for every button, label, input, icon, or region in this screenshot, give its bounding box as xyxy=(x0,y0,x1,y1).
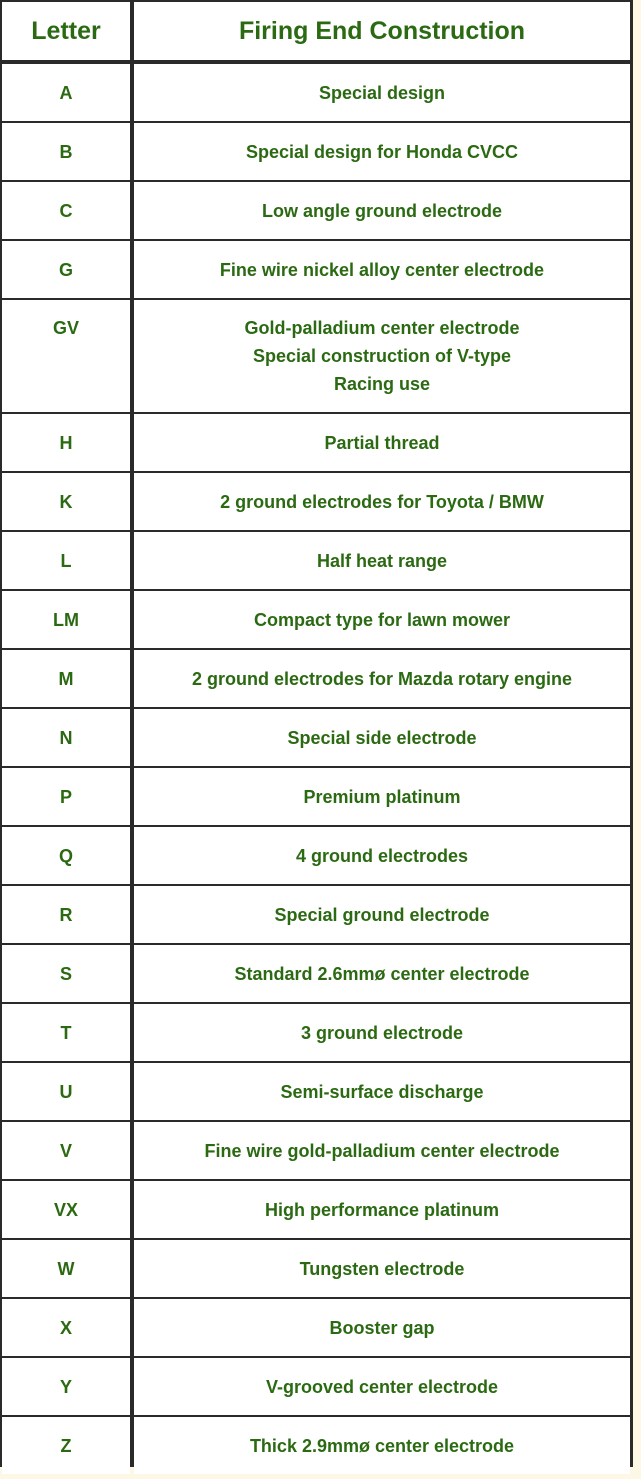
table-row xyxy=(0,884,633,943)
letter-cell xyxy=(2,64,130,121)
letter-cell xyxy=(2,945,130,1002)
letter-code: Y xyxy=(59,1376,72,1397)
description-line: Low angle ground electrode xyxy=(261,200,503,221)
description-line: Special design for Honda CVCC xyxy=(245,141,519,162)
description-line: 4 ground electrodes xyxy=(295,845,469,866)
letter-code: T xyxy=(60,1022,72,1043)
table-row xyxy=(0,1120,633,1179)
letter-cell xyxy=(2,1417,130,1474)
description-cell xyxy=(134,414,630,471)
description-cell xyxy=(134,64,630,121)
description-line: Semi-surface discharge xyxy=(280,1081,484,1102)
description-cell xyxy=(134,945,630,1002)
description-cell xyxy=(134,1063,630,1120)
letter-code: R xyxy=(59,904,73,925)
letter-cell xyxy=(2,1004,130,1061)
letter-cell xyxy=(2,1181,130,1238)
description-cell xyxy=(134,123,630,180)
description-cell xyxy=(134,1004,630,1061)
description-text xyxy=(134,1255,630,1283)
letter-code: LM xyxy=(53,609,79,630)
table-header-row xyxy=(0,0,633,62)
description-cell xyxy=(134,1417,630,1474)
description-cell xyxy=(134,886,630,943)
description-text xyxy=(134,842,630,870)
table-row xyxy=(0,1356,633,1415)
letter-cell xyxy=(2,1122,130,1179)
letter-code: C xyxy=(59,200,73,221)
description-cell xyxy=(134,1299,630,1356)
description-line: 3 ground electrode xyxy=(300,1022,464,1043)
letter-cell xyxy=(2,182,130,239)
description-text xyxy=(134,488,630,516)
description-line: Special construction of V-type xyxy=(252,346,512,366)
description-text xyxy=(134,256,630,284)
table-row xyxy=(0,298,633,412)
letter-code: U xyxy=(59,1081,73,1102)
description-line: Racing use xyxy=(333,374,431,394)
description-cell xyxy=(134,1122,630,1179)
description-cell xyxy=(134,473,630,530)
description-text xyxy=(134,783,630,811)
description-text xyxy=(134,606,630,634)
description-text xyxy=(134,1373,630,1401)
description-line: Special design xyxy=(318,82,446,103)
description-text xyxy=(134,197,630,225)
description-cell xyxy=(134,827,630,884)
table-row xyxy=(0,766,633,825)
description-text xyxy=(134,901,630,929)
description-cell xyxy=(134,1181,630,1238)
letter-cell xyxy=(2,768,130,825)
description-text xyxy=(134,665,630,693)
description-line: Special side electrode xyxy=(287,727,477,748)
description-line: Standard 2.6mmø center electrode xyxy=(234,963,530,984)
description-cell xyxy=(134,532,630,589)
letter-code: H xyxy=(59,432,73,453)
table-row xyxy=(0,530,633,589)
table-row xyxy=(0,943,633,1002)
description-line: Special ground electrode xyxy=(274,904,490,925)
letter-cell xyxy=(2,591,130,648)
letter-cell xyxy=(2,532,130,589)
letter-code: N xyxy=(59,727,73,748)
description-line: High performance platinum xyxy=(264,1199,500,1220)
header-letter: Letter xyxy=(31,17,101,45)
letter-code: Z xyxy=(60,1435,72,1456)
letter-cell xyxy=(2,1299,130,1356)
letter-code: Q xyxy=(58,845,73,866)
letter-code: GV xyxy=(52,318,79,338)
description-text xyxy=(134,1196,630,1224)
letter-code: L xyxy=(60,550,72,571)
letter-cell xyxy=(2,300,130,412)
letter-code: V xyxy=(59,1140,72,1161)
description-text xyxy=(134,1314,630,1342)
letter-cell xyxy=(2,1240,130,1297)
header-description: Firing End Construction xyxy=(238,17,526,45)
table-row xyxy=(0,1238,633,1297)
description-text xyxy=(134,960,630,988)
description-line: Compact type for lawn mower xyxy=(253,609,511,630)
table-row xyxy=(0,1415,633,1474)
description-line: 2 ground electrodes for Toyota / BMW xyxy=(220,491,544,512)
description-line: Thick 2.9mmø center electrode xyxy=(249,1435,515,1456)
description-text xyxy=(134,1432,630,1460)
letter-code: A xyxy=(59,82,73,103)
letter-cell xyxy=(2,123,130,180)
description-line: Premium platinum xyxy=(303,786,461,807)
description-line: Half heat range xyxy=(316,550,448,571)
table-row xyxy=(0,1179,633,1238)
letter-code: S xyxy=(59,963,72,984)
header-letter-cell xyxy=(2,2,130,60)
description-line: Fine wire gold-palladium center electrode xyxy=(204,1140,560,1161)
letter-cell xyxy=(2,241,130,298)
description-text xyxy=(134,1137,630,1165)
table-row xyxy=(0,825,633,884)
description-text xyxy=(134,429,630,457)
description-text xyxy=(134,138,630,166)
letter-code: X xyxy=(59,1317,72,1338)
description-cell xyxy=(134,182,630,239)
description-cell xyxy=(134,1240,630,1297)
description-cell xyxy=(134,591,630,648)
table-row xyxy=(0,589,633,648)
letter-code: VX xyxy=(53,1199,78,1220)
letter-cell xyxy=(2,473,130,530)
description-text xyxy=(134,79,630,107)
letter-cell xyxy=(2,886,130,943)
table-row xyxy=(0,412,633,471)
description-line: V-grooved center electrode xyxy=(265,1376,499,1397)
description-cell xyxy=(134,241,630,298)
description-cell xyxy=(134,1358,630,1415)
letter-code: M xyxy=(58,668,74,689)
header-description-cell xyxy=(134,2,630,60)
description-text xyxy=(134,1078,630,1106)
table-row xyxy=(0,180,633,239)
table-row xyxy=(0,121,633,180)
description-line: Gold-palladium center electrode xyxy=(244,318,520,338)
description-line: Tungsten electrode xyxy=(299,1258,465,1279)
description-text xyxy=(134,314,630,398)
table-row xyxy=(0,1061,633,1120)
table-row xyxy=(0,62,633,121)
table-row xyxy=(0,648,633,707)
description-text xyxy=(134,547,630,575)
table-row xyxy=(0,1002,633,1061)
table-row xyxy=(0,471,633,530)
letter-cell xyxy=(2,709,130,766)
table-row xyxy=(0,239,633,298)
letter-code: P xyxy=(59,786,72,807)
description-cell xyxy=(134,768,630,825)
description-text xyxy=(134,1019,630,1047)
letter-cell xyxy=(2,414,130,471)
description-line: Partial thread xyxy=(324,432,440,453)
table-row xyxy=(0,1297,633,1356)
description-cell xyxy=(134,650,630,707)
description-cell xyxy=(134,709,630,766)
description-line: Booster gap xyxy=(329,1317,435,1338)
letter-code: G xyxy=(58,259,73,280)
description-cell xyxy=(134,300,630,412)
letter-cell xyxy=(2,827,130,884)
letter-cell xyxy=(2,1063,130,1120)
letter-code: K xyxy=(59,491,73,512)
letter-code: W xyxy=(57,1258,75,1279)
letter-code: B xyxy=(59,141,73,162)
description-text xyxy=(134,724,630,752)
letter-cell xyxy=(2,1358,130,1415)
description-line: Fine wire nickel alloy center electrode xyxy=(219,259,545,280)
table-row xyxy=(0,707,633,766)
description-line: 2 ground electrodes for Mazda rotary engine xyxy=(191,668,573,689)
letter-cell xyxy=(2,650,130,707)
